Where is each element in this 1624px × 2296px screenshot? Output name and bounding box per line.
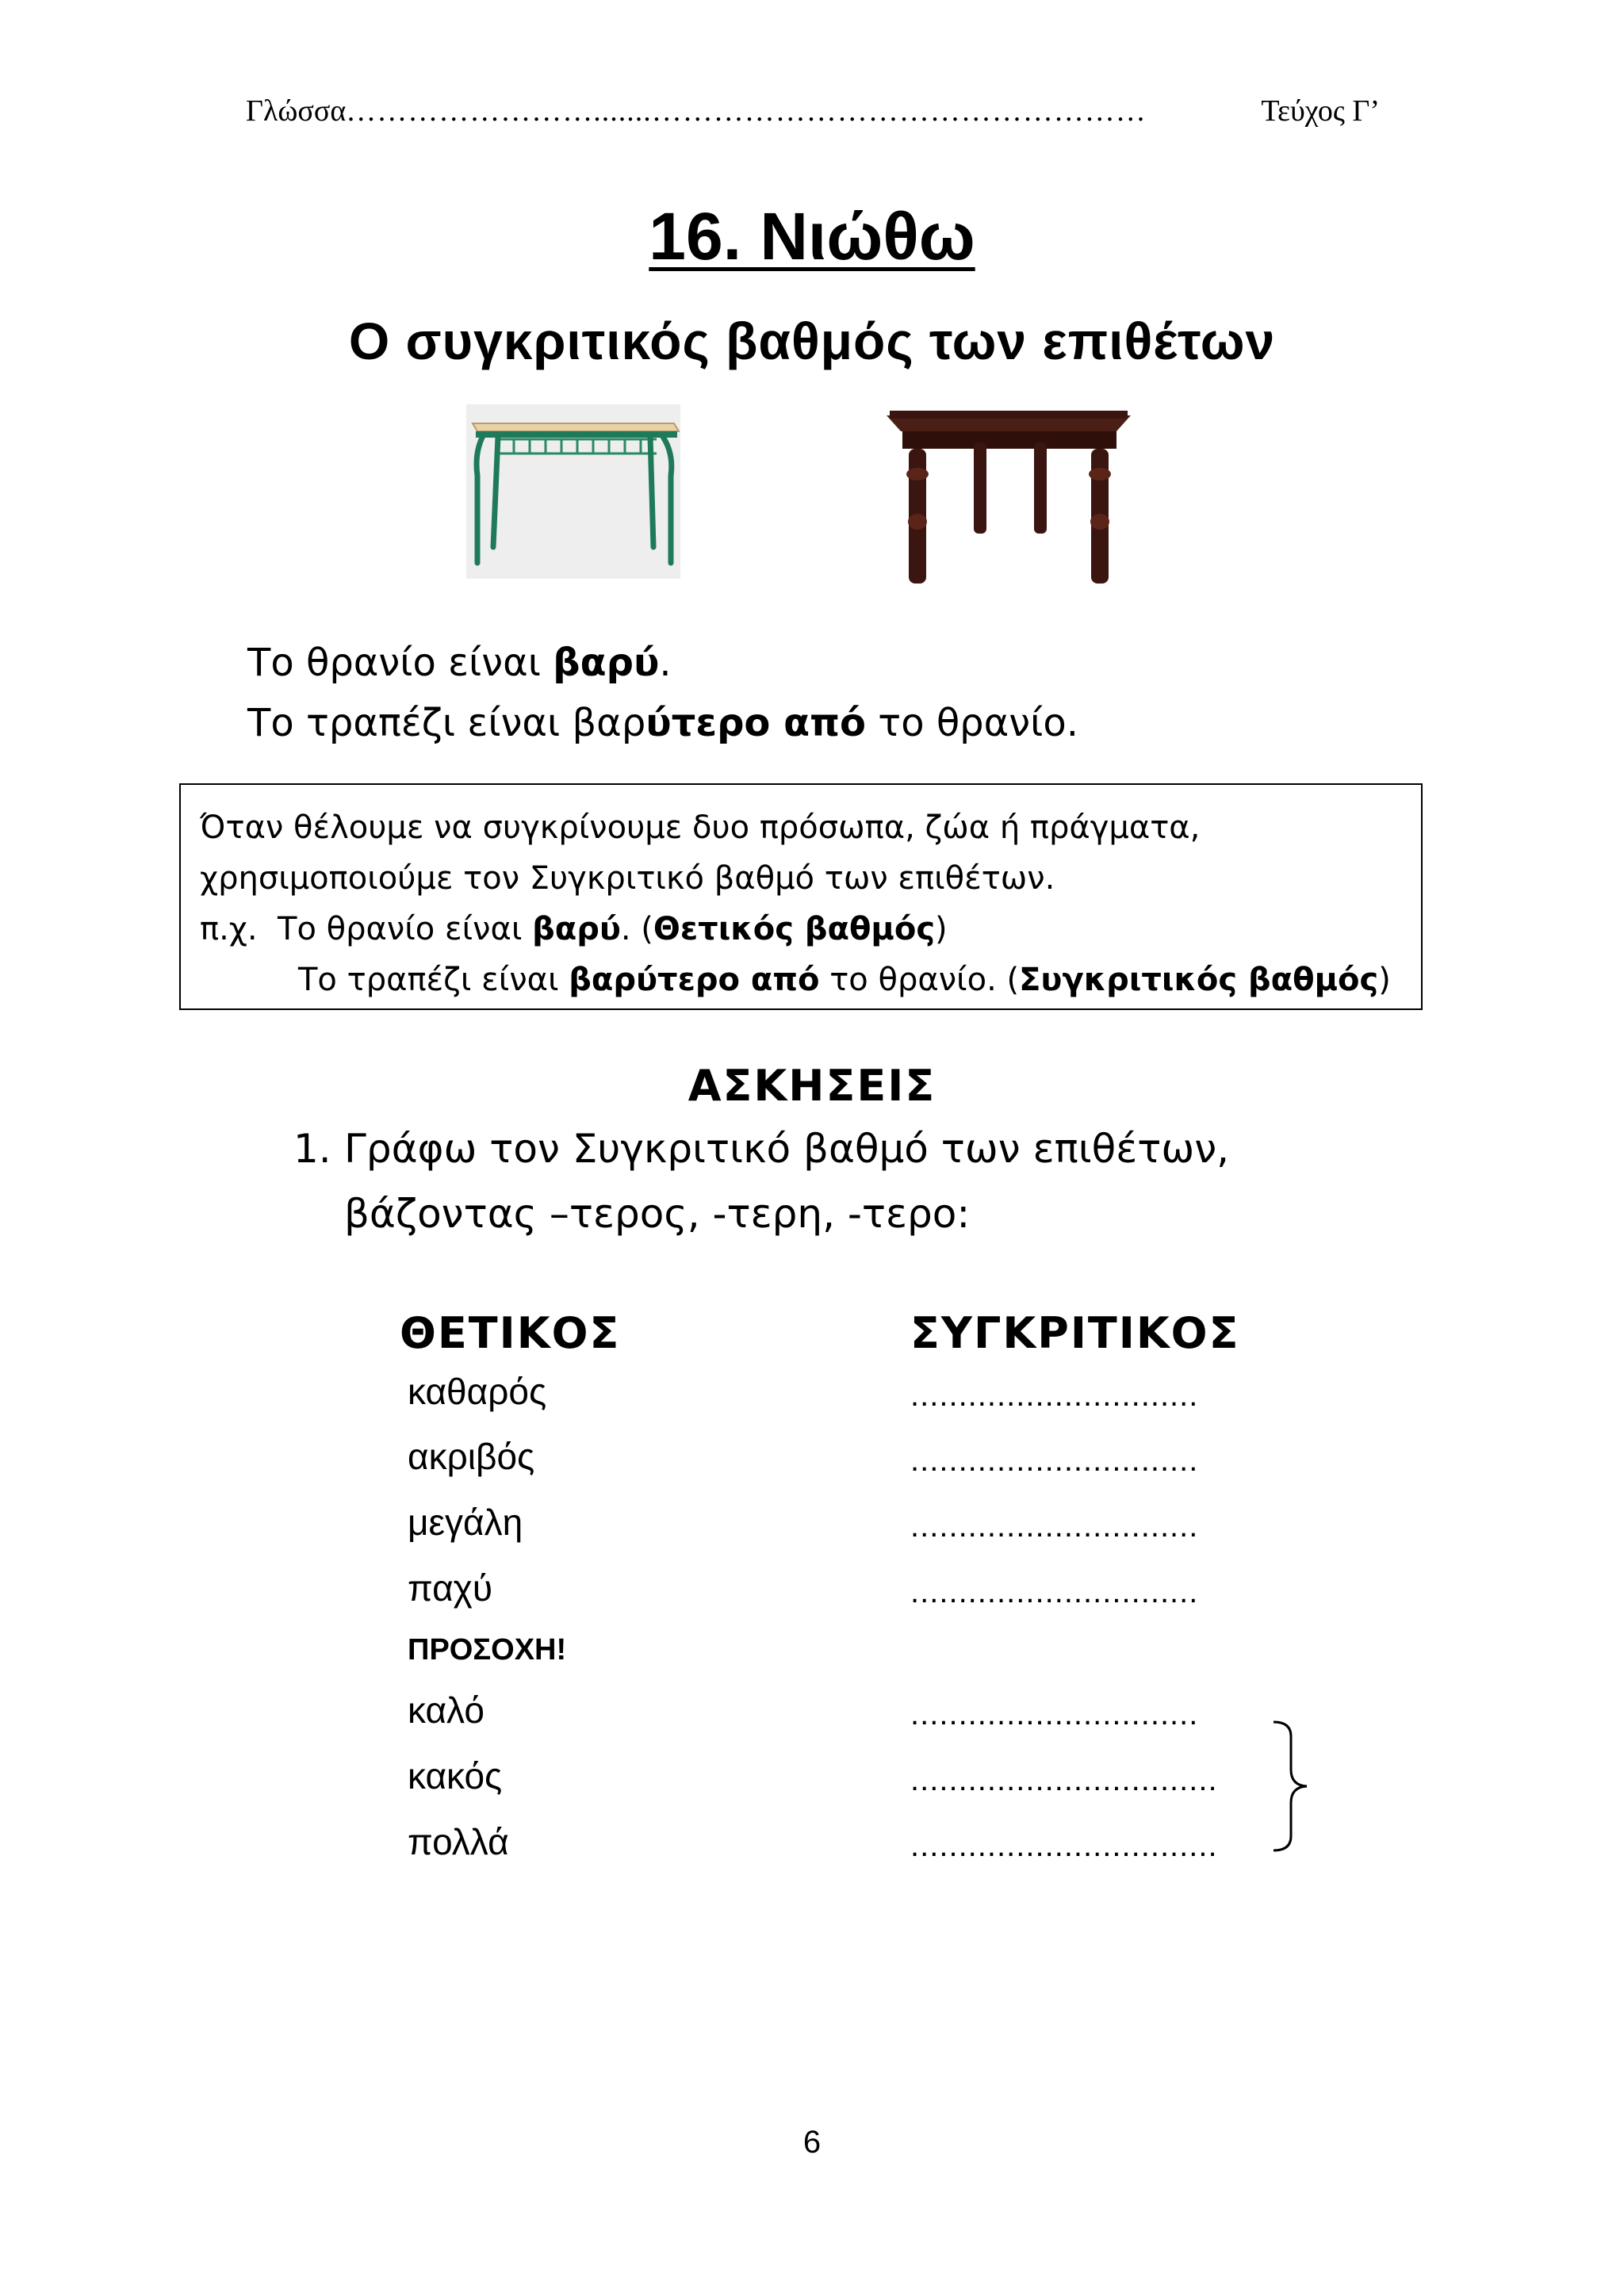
intro-sentence-1 [247, 641, 672, 685]
rule-ex-prefix: π.χ. Το θρανίο είναι [200, 911, 533, 947]
adjective-item: παχύ [408, 1567, 492, 1609]
rule-ex2-bold1: βαρύτερο από [569, 962, 820, 998]
desk-illustration [466, 404, 680, 579]
curly-brace-icon [1267, 1719, 1315, 1854]
attention-note: ΠΡΟΣΟΧΗ! [408, 1633, 567, 1667]
rule-ex2-mid: το θρανίο. ( [819, 962, 1020, 998]
intro-2-end: το θρανίο. [866, 701, 1078, 745]
header-dots: …………………….......………………………………………… [346, 94, 1147, 128]
answer-blank: .............................. [910, 1443, 1199, 1478]
answer-blank: .............................. [910, 1378, 1199, 1413]
answer-blank: ................................ [910, 1762, 1218, 1797]
column-comparative-heading: ΣΥΓΚΡΙΤΙΚΟΣ [910, 1308, 1240, 1358]
intro-1-end: . [659, 641, 672, 685]
rule-box [179, 783, 1423, 1010]
intro-2-bold: ύτερο από [645, 701, 867, 745]
table-image [879, 403, 1137, 590]
column-positive-heading: ΘΕΤΙΚΟΣ [400, 1308, 621, 1358]
rule-ex-bold1: βαρύ [532, 911, 621, 947]
rule-example-2 [200, 955, 1421, 1005]
adjective-item: πολλά [408, 1821, 509, 1862]
rule-ex-bold2: Θετικός βαθμός [653, 911, 936, 947]
page-header [246, 94, 1380, 128]
exercises-heading: ΑΣΚΗΣΕΙΣ [688, 1061, 936, 1111]
intro-sentence-2 [247, 701, 1078, 745]
answer-blank: .............................. [910, 1697, 1199, 1732]
page-number: 6 [802, 2125, 822, 2160]
lesson-title [0, 198, 1624, 275]
adjective-item: μεγάλη [408, 1502, 523, 1543]
intro-1-start: Το θρανίο είναι [247, 641, 553, 685]
exercise-1-line-2: βάζοντας –τερος, -τερη, -τερο: [344, 1191, 971, 1237]
exercise-1-line-1: Γράφω τον Συγκριτικό βαθμό των επιθέτων, [344, 1126, 1230, 1172]
answer-blank: .............................. [910, 1575, 1199, 1609]
rule-example-1 [200, 904, 1421, 955]
rule-line-1: Όταν θέλουμε να συγκρίνουμε δυο πρόσωπα, ζώα ή πράγματα, [200, 809, 1201, 846]
answer-blank: .............................. [910, 1509, 1199, 1544]
header-issue: Τεύχος Γ’ [1261, 94, 1380, 128]
rule-ex2-end: ) [1378, 962, 1391, 998]
lesson-title-text: 16. Νιώθω [649, 199, 975, 274]
adjective-item: ακριβός [408, 1436, 535, 1477]
intro-2-start: Το τραπέζι είναι βαρ [247, 701, 646, 745]
adjective-item: καλό [408, 1689, 485, 1731]
rule-ex-mid1: . ( [620, 911, 653, 947]
desk-image [466, 404, 680, 579]
answer-blank: ................................ [910, 1828, 1218, 1863]
lesson-subtitle: Ο συγκριτικός βαθμός των επιθέτων [348, 312, 1276, 370]
header-subject: Γλώσσα [246, 94, 347, 128]
rule-ex2-bold2: Συγκριτικός βαθμός [1019, 962, 1379, 998]
rule-ex2-start: Το τραπέζι είναι [298, 962, 569, 998]
adjective-item: κακός [408, 1755, 503, 1797]
table-illustration [879, 403, 1137, 590]
adjective-item: καθαρός [408, 1371, 547, 1412]
rule-ex-end1: ) [935, 911, 948, 947]
rule-line-2: χρησιμοποιούμε τον Συγκριτικό βαθμό των επιθέτων. [200, 860, 1055, 897]
intro-1-bold: βαρύ [553, 641, 660, 685]
exercise-1-number: 1. [293, 1126, 331, 1172]
